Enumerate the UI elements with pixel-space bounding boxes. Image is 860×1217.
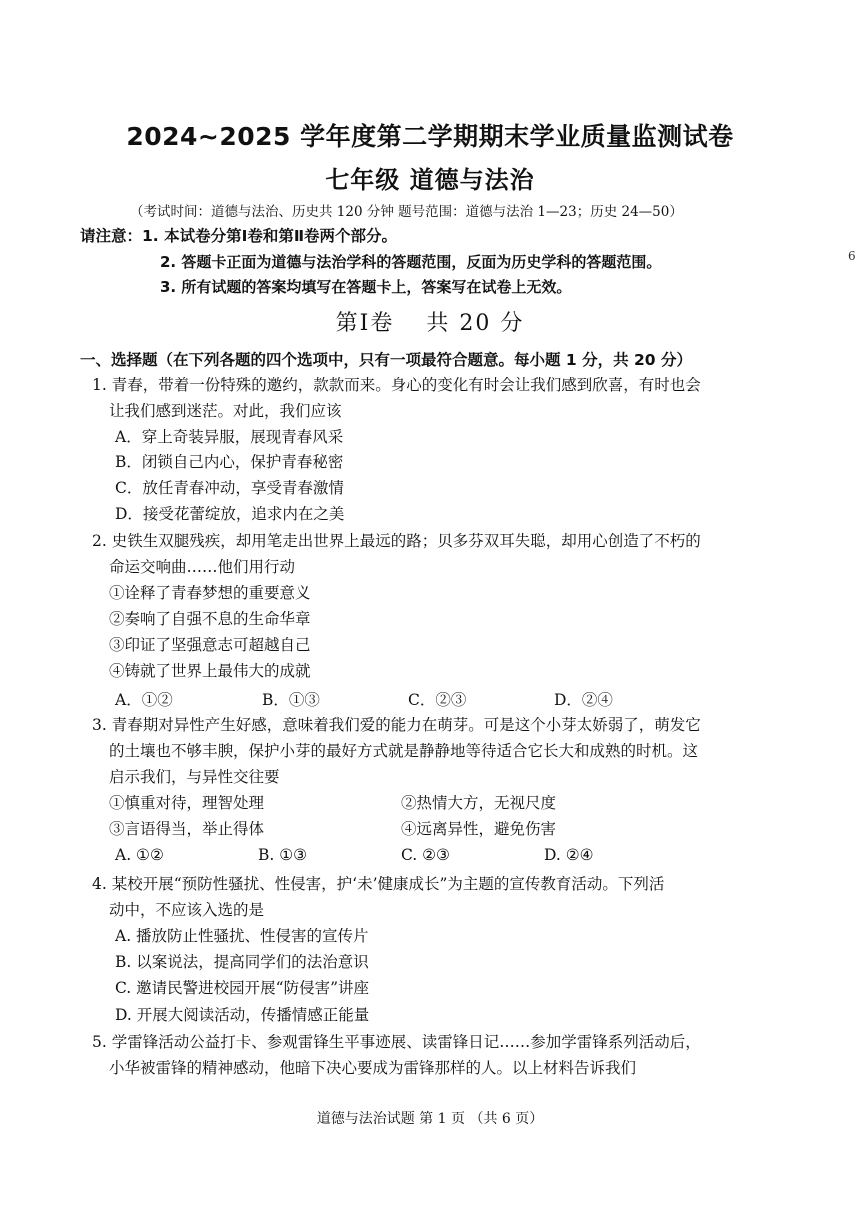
statement: ④远离异性，避免伤害	[401, 820, 557, 838]
notice-item: 3. 所有试题的答案均填写在答题卡上，答案写在试卷上无效。	[160, 278, 572, 296]
part-head: 一、选择题（在下列各题的四个选项中，只有一项最符合题意。每小题 1 分，共 20 分）	[80, 351, 692, 369]
question-stem: 3. 青春期对异性产生好感，意味着我们爱的能力在萌芽。可是这个小芽太娇弱了，萌发它	[92, 716, 701, 734]
statement: ②热情大方，无视尺度	[401, 794, 557, 812]
choice-a: A．①②	[115, 691, 173, 709]
question-stem: 命运交响曲……他们用行动	[109, 558, 296, 576]
page-footer: 道德与法治试题 第 1 页 （共 6 页）	[316, 1111, 544, 1127]
choice-b: B．①③	[262, 691, 320, 709]
statement: ②奏响了自强不息的生命华章	[109, 610, 311, 628]
choice-c: C．②③	[408, 691, 467, 709]
option-c: C. 邀请民警进校园开展“防侵害”讲座	[115, 979, 370, 997]
statement: ①诠释了青春梦想的重要意义	[109, 584, 311, 602]
option-c: C．放任青春冲动，享受青春激情	[115, 479, 344, 497]
question-stem: 让我们感到迷茫。对此，我们应该	[109, 402, 342, 420]
question-stem: 2. 史铁生双腿残疾，却用笔走出世界上最远的路；贝多芬双耳失聪，却用心创造了不朽的	[92, 532, 701, 550]
exam-meta: （考试时间：道德与法治、历史共 120 分钟 题号范围：道德与法治 1—23；历史 24—50）	[130, 204, 683, 220]
question-stem: 启示我们，与异性交往要	[109, 768, 280, 786]
statement: ③言语得当，举止得体	[109, 820, 265, 838]
section-name: 第Ⅰ卷	[335, 311, 395, 336]
option-a: A．穿上奇装异服，展现青春风采	[115, 428, 344, 446]
edge-mark: 6	[848, 249, 856, 263]
choice-d: D. ②④	[544, 846, 594, 864]
statement: ④铸就了世界上最伟大的成就	[109, 662, 311, 680]
option-d: D. 开展大阅读活动，传播情感正能量	[115, 1006, 370, 1024]
question-stem: 小华被雷锋的精神感动，他暗下决心要成为雷锋那样的人。以上材料告诉我们	[109, 1059, 637, 1077]
option-a: A. 播放防止性骚扰、性侵害的宣传片	[115, 927, 369, 945]
option-b: B. 以案说法，提高同学们的法治意识	[115, 953, 369, 971]
question-stem: 4. 某校开展“预防性骚扰、性侵害，护‘未’健康成长”为主题的宣传教育活动。下列活	[92, 875, 665, 893]
notice-item: 2. 答题卡正面为道德与法治学科的答题范围，反面为历史学科的答题范围。	[160, 253, 662, 271]
statement: ①慎重对待，理智处理	[109, 794, 265, 812]
exam-subtitle: 七年级 道德与法治	[325, 166, 535, 194]
option-d: D．接受花蕾绽放，追求内在之美	[115, 505, 345, 523]
choice-b: B. ①③	[258, 846, 308, 864]
section-score: 共 20 分	[426, 311, 525, 336]
question-stem: 1. 青春，带着一份特殊的邀约，款款而来。身心的变化有时会让我们感到欣喜，有时也会	[92, 376, 701, 394]
choice-c: C. ②③	[401, 846, 450, 864]
question-stem: 动中，不应该入选的是	[109, 901, 265, 919]
choice-a: A. ①②	[115, 846, 164, 864]
section-title	[0, 306, 860, 337]
notice-head: 请注意：1. 本试卷分第Ⅰ卷和第Ⅱ卷两个部分。	[80, 227, 398, 245]
question-stem: 的土壤也不够丰腴，保护小芽的最好方式就是静静地等待适合它长大和成熟的时机。这	[109, 742, 699, 760]
statement: ③印证了坚强意志可超越自己	[109, 636, 311, 654]
option-b: B．闭锁自己内心，保护青春秘密	[115, 453, 344, 471]
exam-title: 2024~2025 学年度第二学期期末学业质量监测试卷	[126, 122, 734, 151]
choice-d: D．②④	[554, 691, 613, 709]
question-stem: 5. 学雷锋活动公益打卡、参观雷锋生平事迹展、读雷锋日记……参加学雷锋系列活动后，	[92, 1033, 701, 1051]
